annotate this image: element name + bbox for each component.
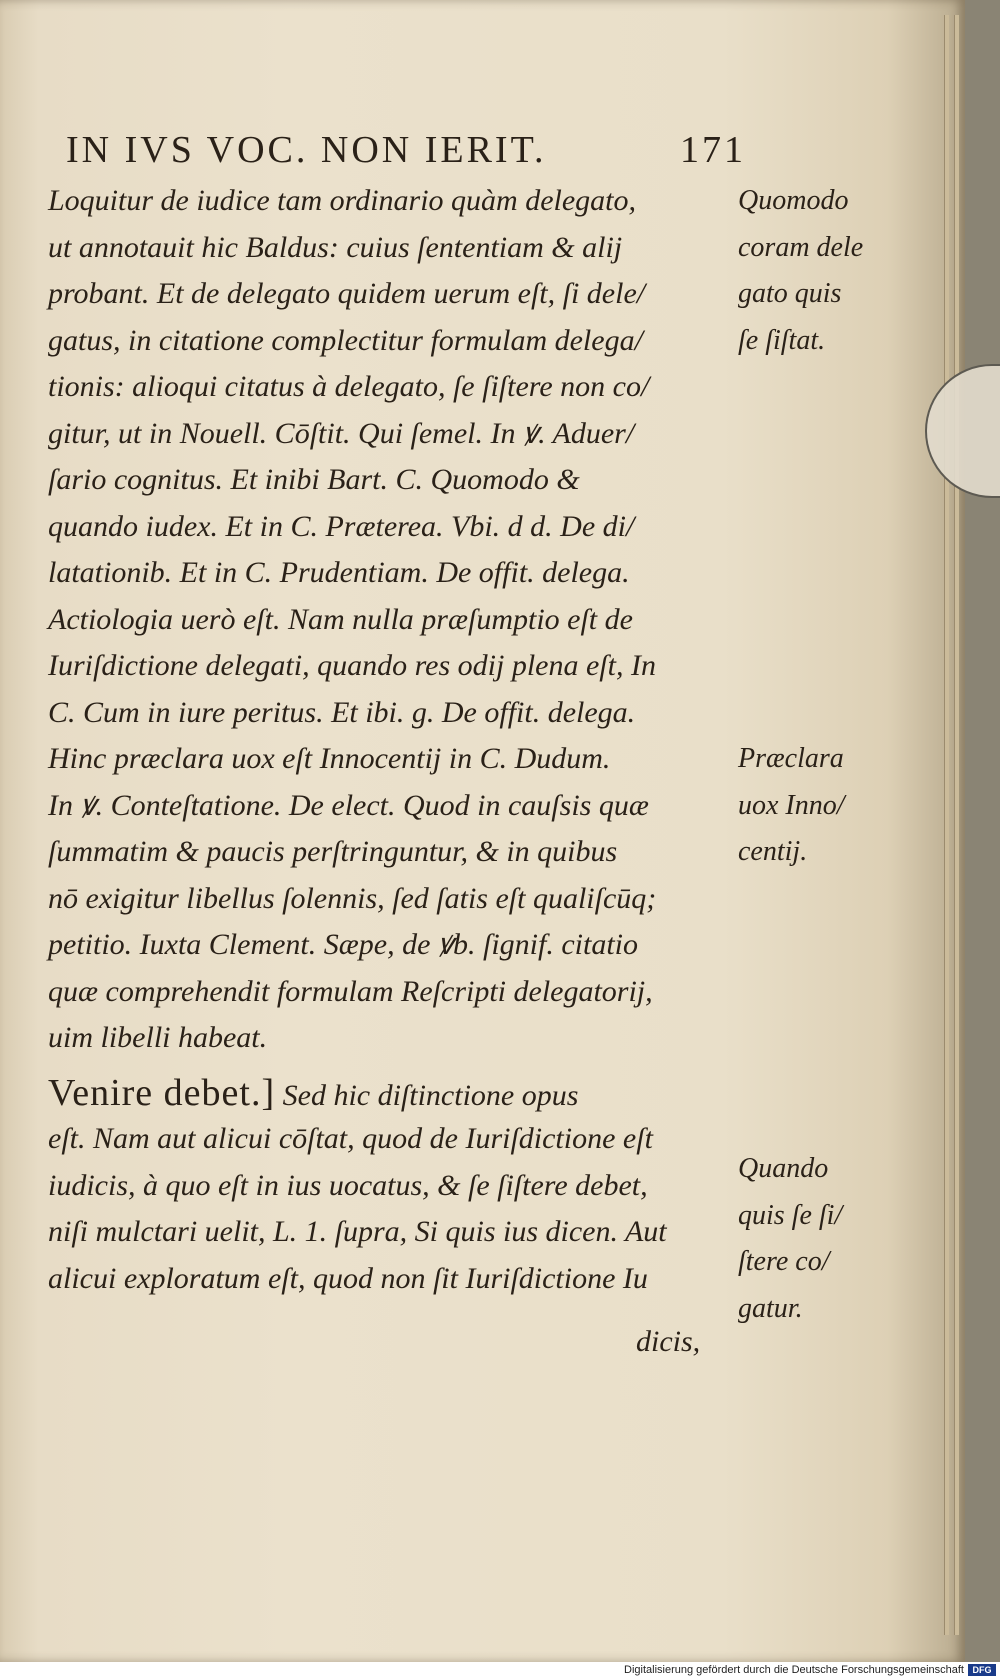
text-line: tionis: alioqui citatus à delegato, ſe ſiſtere non co/ xyxy=(48,370,650,403)
marginal-note xyxy=(738,736,908,876)
marginal-line: Quomodo xyxy=(738,185,849,216)
text-line: ſummatim & paucis perſtringuntur, & in quibus xyxy=(48,835,618,868)
text-line: Hinc præclara uox eſt Innocentij in C. Dudum. xyxy=(48,742,611,775)
marginal-line: uox Inno/ xyxy=(738,789,845,821)
text-line: nō exigitur libellus ſolennis, ſed ſatis eſt qualiſcūq; xyxy=(48,881,657,915)
page-edge xyxy=(954,15,959,1635)
running-header xyxy=(66,128,746,172)
text-line: Actiologia uerò eſt. Nam nulla præſumptio eſt de xyxy=(48,602,633,636)
text-line: eſt. Nam aut alicui cōſtat, quod de Iuriſdictione eſt xyxy=(48,1122,653,1155)
text-line: Sed hic diſtinctione opus xyxy=(282,1078,579,1112)
catchword: dicis, xyxy=(636,1325,701,1358)
text-line: iudicis, à quo eſt in ius uocatus, & ſe ſiſtere debet, xyxy=(48,1168,648,1202)
main-text-block xyxy=(48,178,728,1302)
text-line: niſi mulctari uelit, L. 1. ſupra, Si quis ius dicen. Aut xyxy=(48,1215,667,1248)
text-line: latationib. Et in C. Prudentiam. De offit. delega. xyxy=(48,556,630,589)
marginal-line: Quando xyxy=(738,1153,829,1184)
text-line: gitur, ut in Nouell. Cōſtit. Qui ſemel. In ꝟ. Aduer/ xyxy=(48,416,635,450)
marginal-note xyxy=(738,178,908,364)
marginal-line: gato quis xyxy=(738,278,842,309)
text-line: quæ comprehendit formulam Reſcripti delegatorij, xyxy=(48,974,653,1008)
marginal-line: gatur. xyxy=(738,1292,803,1324)
text-line: Iuriſdictione delegati, quando res odij plena eſt, In xyxy=(48,649,656,682)
running-title: IN IVS VOC. NON IERIT. xyxy=(66,129,547,171)
section-first-line xyxy=(48,1070,728,1117)
marginal-line: ſe ſiſtat. xyxy=(738,324,826,356)
dfg-logo: DFG xyxy=(968,1664,996,1676)
text-line: C. Cum in iure peritus. Et ibi. g. De offit. delega. xyxy=(48,695,636,729)
marginal-line: ſtere co/ xyxy=(738,1246,830,1277)
text-line: petitio. Iuxta Clement. Sæpe, de ꝟb. ſignif. citatio xyxy=(48,928,638,961)
text-line: uim libelli habeat. xyxy=(48,1021,268,1054)
text-line: ut annotauit hic Baldus: cuius ſententiam & alij xyxy=(48,230,623,264)
marginal-line: Præclara xyxy=(738,743,844,774)
text-line: quando iudex. Et in C. Præterea. Vbi. d d. De di/ xyxy=(48,509,635,543)
text-line: Loquitur de iudice tam ordinario quàm delegato, xyxy=(48,184,637,217)
text-line: ſario cognitus. Et inibi Bart. C. Quomodo & xyxy=(48,463,580,496)
marginal-note xyxy=(738,1146,908,1332)
text-line: probant. Et de delegato quidem uerum eſt, ſi dele/ xyxy=(48,277,646,310)
text-line: alicui exploratum eſt, quod non ſit Iuriſdictione Iu xyxy=(48,1261,648,1295)
page-edge xyxy=(944,15,949,1635)
footer-bar xyxy=(0,1662,1000,1679)
page-number: 171 xyxy=(680,129,746,171)
marginal-line: quis ſe ſi/ xyxy=(738,1199,843,1231)
funding-credit: Digitalisierung gefördert durch die Deutsche Forschungsgemeinschaft xyxy=(624,1664,964,1676)
marginal-line: centij. xyxy=(738,836,808,867)
text-line: In ꝟ. Conteſtatione. De elect. Quod in cauſsis quæ xyxy=(48,788,649,822)
text-line: gatus, in citatione complectitur formulam delega/ xyxy=(48,323,643,357)
marginal-line: coram dele xyxy=(738,231,864,263)
section-heading: Venire debet.] xyxy=(48,1071,276,1114)
